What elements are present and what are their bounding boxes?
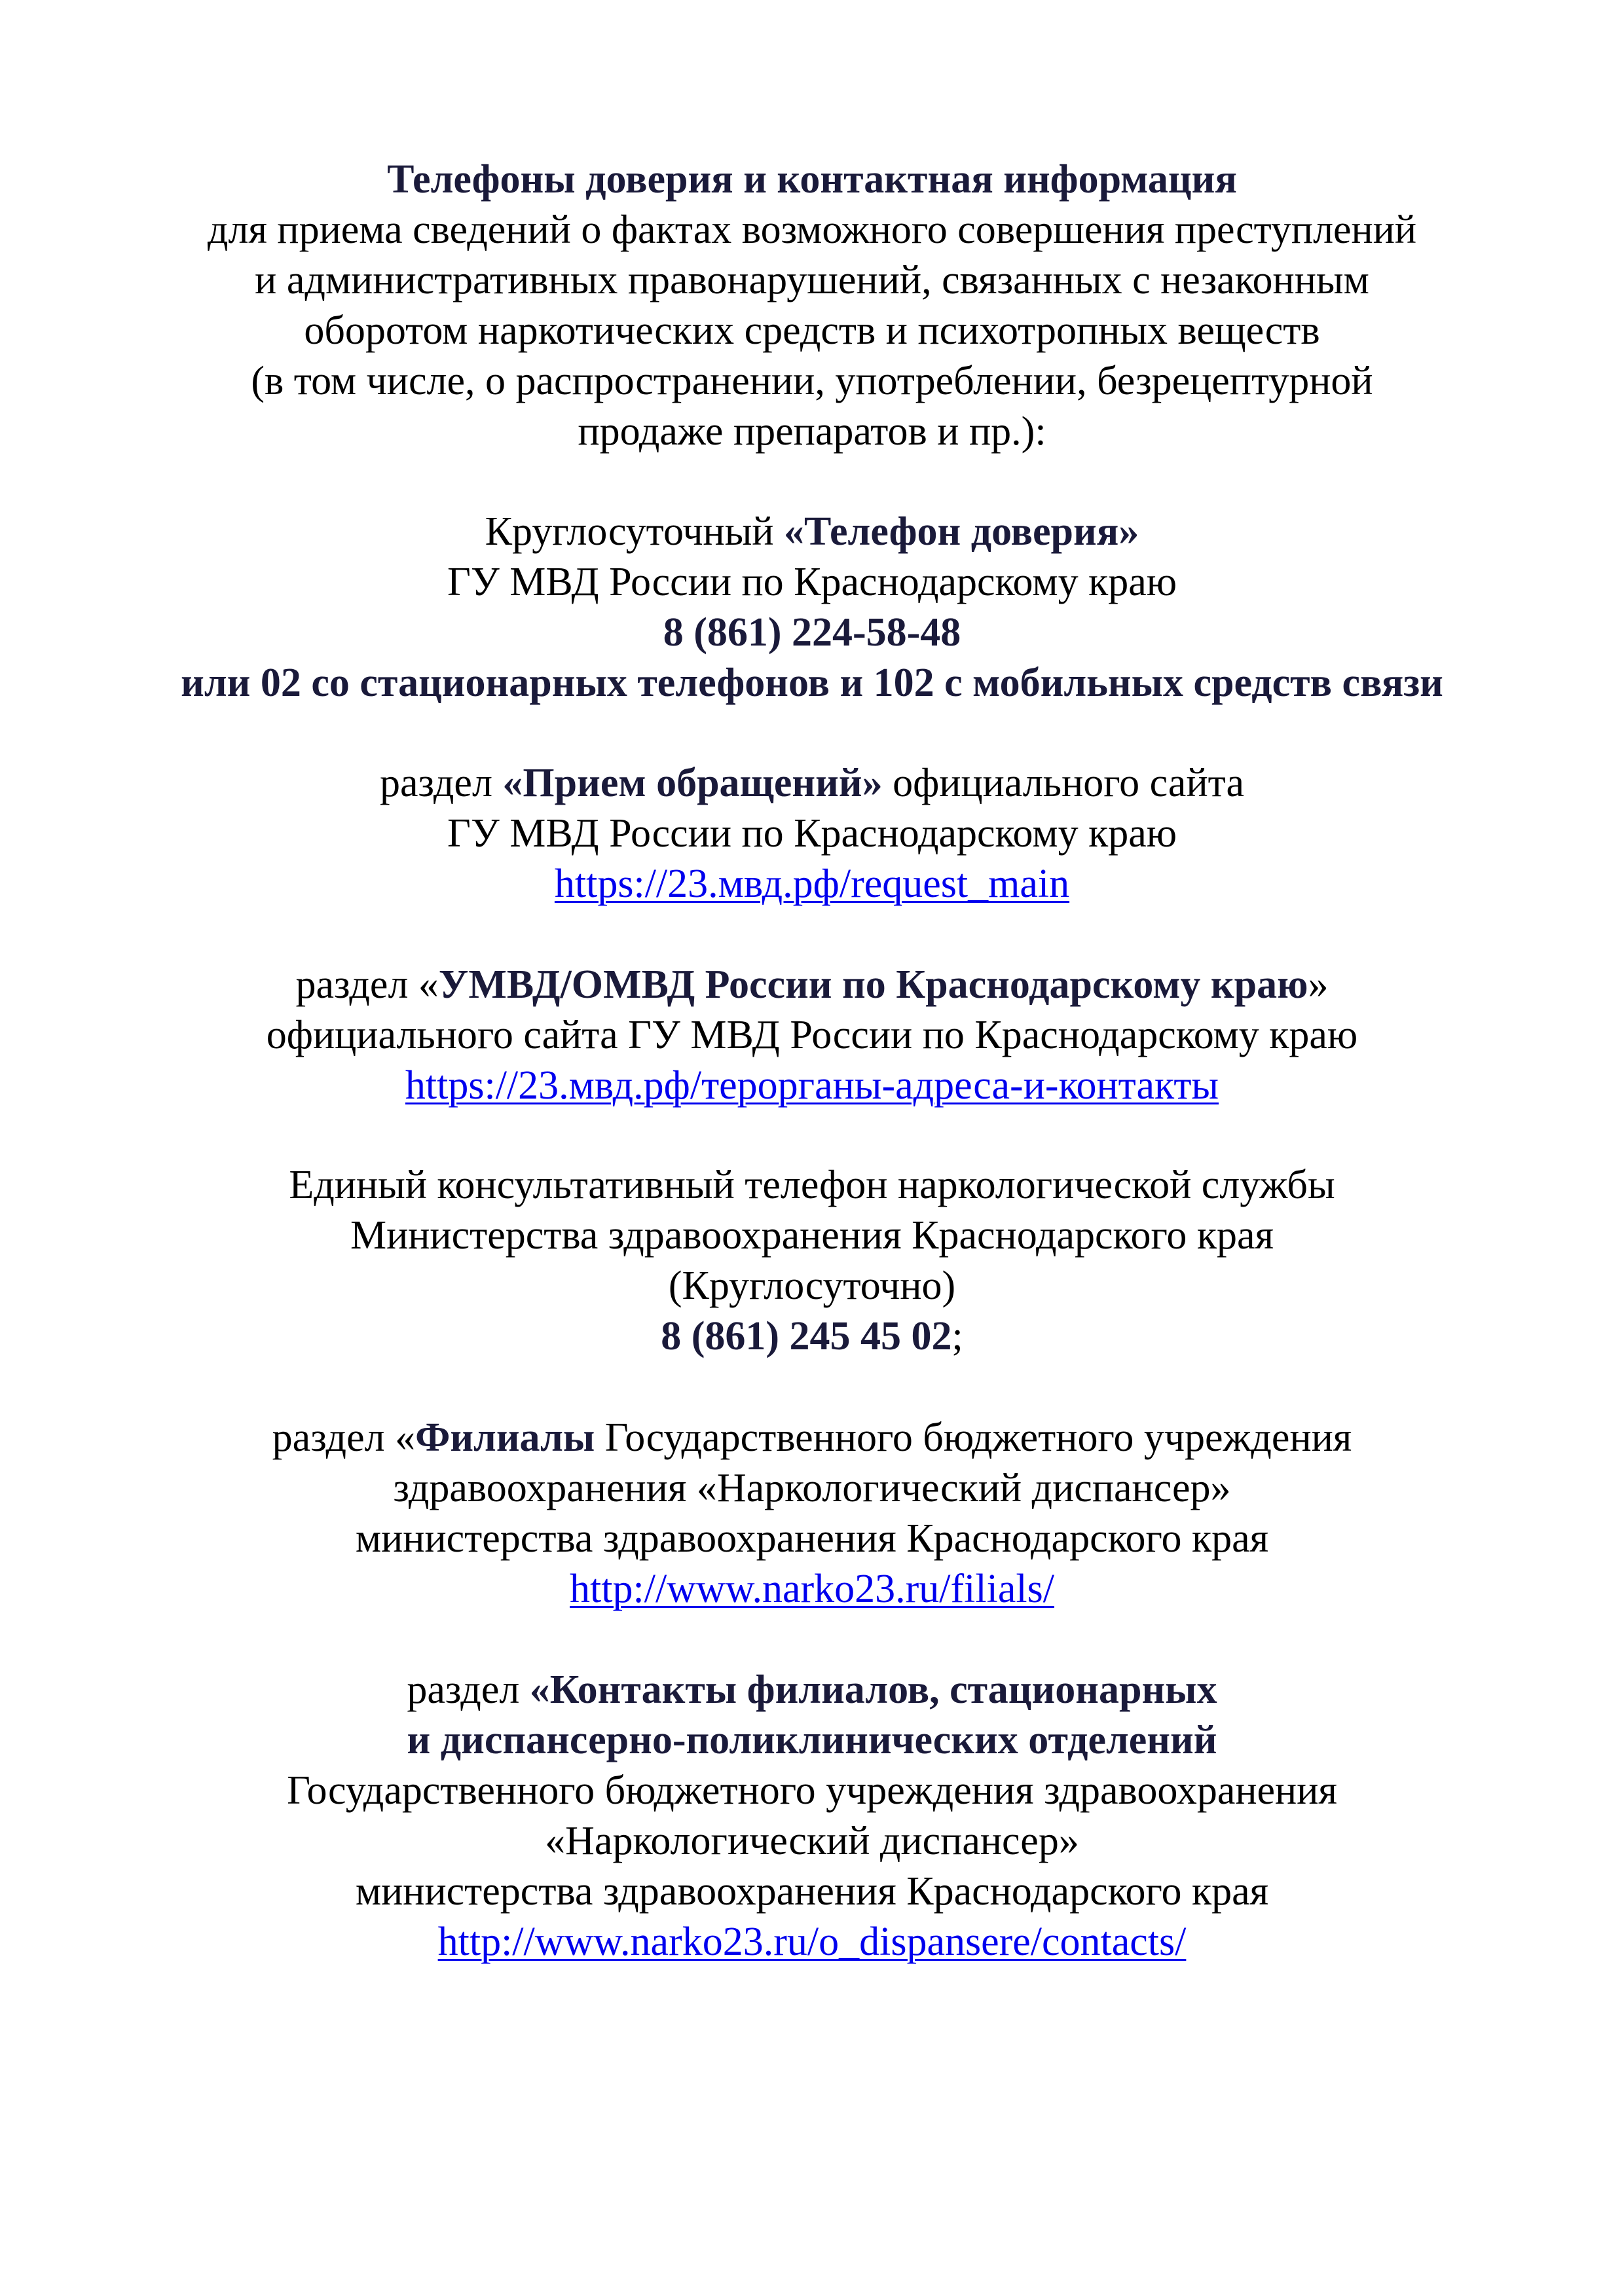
header-line-4: (в том числе, о распространении, употреблении, безрецептурной (251, 359, 1373, 403)
reception-block (0, 758, 1624, 909)
reception-prefix: раздел (379, 761, 503, 805)
reception-heading (0, 758, 1624, 809)
hotline-heading (0, 507, 1624, 557)
reception-section-title: «Прием обращений» (502, 761, 883, 805)
contacts-link[interactable]: http://www.narko23.ru/o_dispansere/contacts/ (437, 1920, 1187, 1964)
hotline-short-numbers: или 02 со стационарных телефонов и 102 с мобильных средств связи (181, 661, 1443, 705)
hotline-prefix: Круглосуточный (485, 509, 784, 554)
filials-prefix: раздел « (272, 1415, 416, 1460)
narco-phone-number-line (0, 1311, 1624, 1362)
filials-suffix: Государственного бюджетного учреждения (595, 1415, 1352, 1460)
filials-line-2: здравоохранения «Наркологический диспансер» (393, 1466, 1231, 1510)
contacts-section-title-1: «Контакты филиалов, стационарных (529, 1667, 1217, 1712)
narco-phone-suffix: ; (951, 1314, 963, 1358)
contacts-line-3: Государственного бюджетного учреждения здравоохранения (287, 1768, 1337, 1813)
filials-block (0, 1413, 1624, 1614)
filials-link[interactable]: http://www.narko23.ru/filials/ (570, 1567, 1054, 1611)
umvd-prefix: раздел « (295, 962, 439, 1007)
umvd-suffix: » (1308, 962, 1329, 1007)
reception-suffix: официального сайта (882, 761, 1244, 805)
header-line-3: оборотом наркотических средств и психотропных веществ (304, 308, 1320, 353)
contacts-line-4: «Наркологический диспансер» (545, 1819, 1079, 1863)
umvd-block (0, 960, 1624, 1111)
umvd-link[interactable]: https://23.мвд.рф/терорганы-адреса-и-контакты (405, 1063, 1219, 1108)
filials-line-3: министерства здравоохранения Краснодарского края (355, 1516, 1269, 1561)
header-block (0, 155, 1624, 457)
narco-phone-line-1: Единый консультативный телефон наркологической службы (289, 1163, 1335, 1207)
umvd-link-line (0, 1061, 1624, 1111)
umvd-section-title: УМВД/ОМВД России по Краснодарскому краю (438, 962, 1308, 1007)
hotline-title: «Телефон доверия» (784, 509, 1139, 554)
umvd-heading (0, 960, 1624, 1010)
contacts-link-line (0, 1917, 1624, 1967)
reception-link-line (0, 859, 1624, 909)
hotline-org: ГУ МВД России по Краснодарскому краю (447, 560, 1177, 604)
header-line-1: для приема сведений о фактах возможного совершения преступлений (207, 208, 1417, 252)
filials-link-line (0, 1564, 1624, 1614)
filials-section-title: Филиалы (415, 1415, 595, 1460)
contacts-line-5: министерства здравоохранения Краснодарского края (355, 1869, 1269, 1914)
umvd-line-2: официального сайта ГУ МВД России по Краснодарскому краю (266, 1013, 1358, 1057)
contacts-heading (0, 1665, 1624, 1715)
header-line-2: и административных правонарушений, связанных с незаконным (255, 258, 1369, 302)
contacts-block (0, 1665, 1624, 1967)
filials-heading (0, 1413, 1624, 1463)
narco-phone-line-2: Министерства здравоохранения Краснодарского края (350, 1213, 1274, 1258)
narco-phone-line-3: (Круглосуточно) (668, 1264, 956, 1308)
reception-link[interactable]: https://23.мвд.рф/request_main (554, 862, 1070, 906)
contacts-prefix: раздел (407, 1667, 530, 1712)
contacts-section-title-2: и диспансерно-поликлинических отделений (407, 1718, 1217, 1762)
narco-phone-block (0, 1160, 1624, 1362)
header-line-5: продаже препаратов и пр.): (578, 409, 1046, 454)
document-title: Телефоны доверия и контактная информация (387, 157, 1237, 202)
hotline-block (0, 507, 1624, 708)
hotline-phone: 8 (861) 224-58-48 (663, 610, 961, 655)
narco-phone-number: 8 (861) 245 45 02 (661, 1314, 952, 1358)
reception-org: ГУ МВД России по Краснодарскому краю (447, 811, 1177, 856)
